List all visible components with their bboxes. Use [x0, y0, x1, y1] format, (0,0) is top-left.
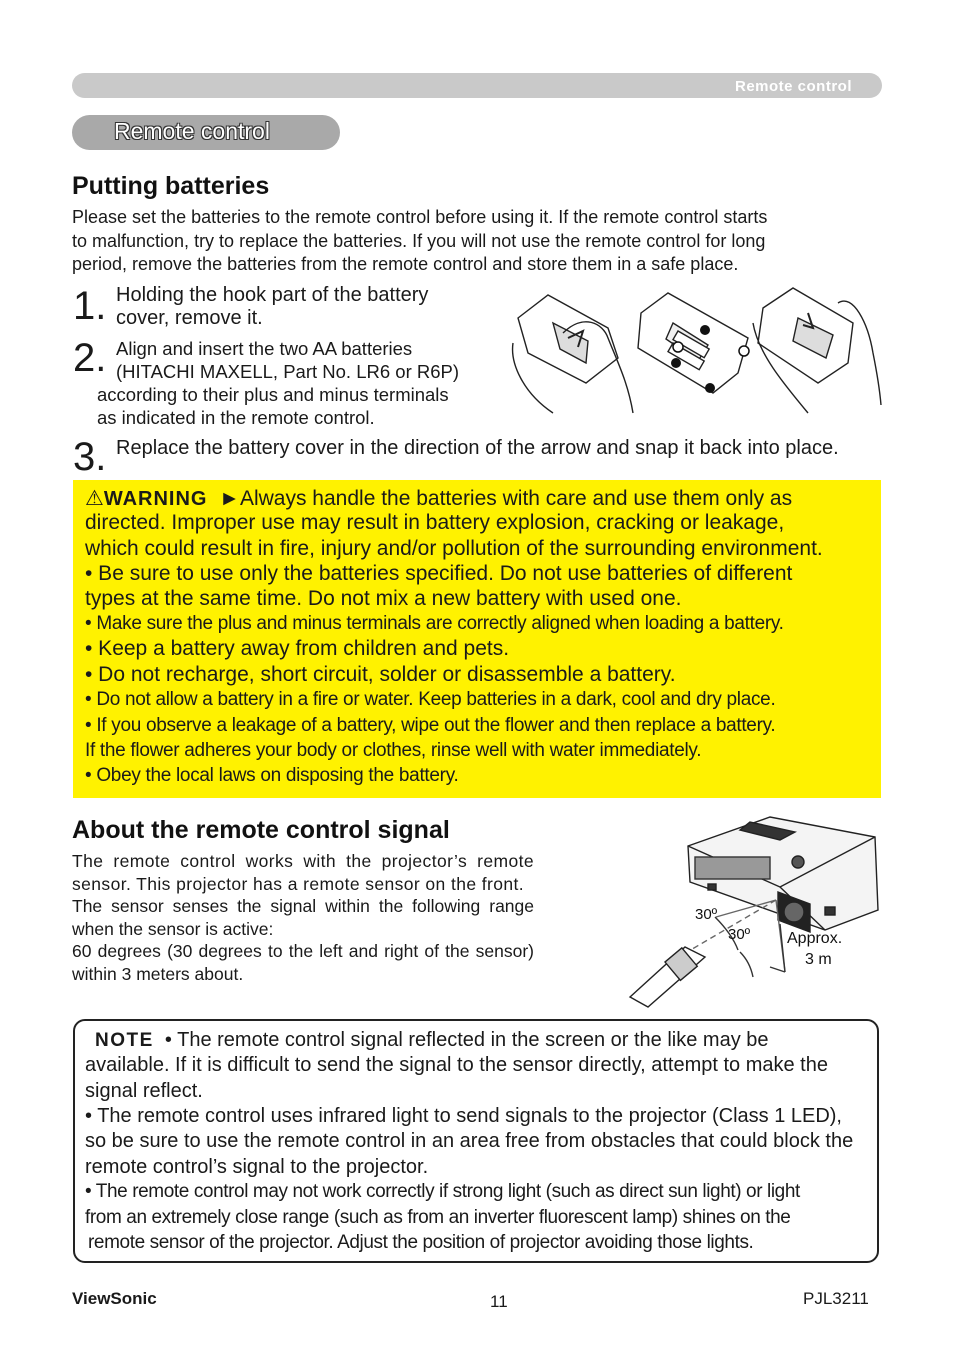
battery-illustration — [508, 283, 883, 415]
note-line: from an extremely close range (such as from an inverter fluorescent lamp) shines on the — [85, 1207, 791, 1228]
warning-line: • Be sure to use only the batteries specified. Do not use batteries of different — [85, 562, 793, 585]
step-1-text — [116, 284, 496, 330]
warning-line: ►Always handle the batteries with care and use them only as — [219, 487, 793, 510]
warning-line: If the flower adheres your body or clothes, rinse well with water immediately. — [85, 740, 702, 761]
warning-line: which could result in fire, injury and/or pollution of the surrounding environment. — [85, 537, 823, 560]
step-3-text: Replace the battery cover in the direction of the arrow and snap it back into place. — [116, 437, 839, 459]
note-line: • The remote control may not work correctly if strong light (such as direct sun light) or light — [85, 1181, 800, 1202]
signal-paragraph: The remote control works with the projector’s remote sensor. This projector has a remote sensor on the front. — [72, 851, 534, 894]
warning-icon: ⚠ — [85, 487, 104, 510]
intro-line: Please set the batteries to the remote control before using it. If the remote control starts — [72, 207, 768, 227]
signal-paragraph: The sensor senses the signal within the following range when the sensor is active: — [72, 896, 534, 939]
step-line: as indicated in the remote control. — [97, 407, 375, 428]
warning-label: WARNING — [103, 488, 208, 510]
footer-brand: ViewSonic — [72, 1289, 157, 1308]
step-2-text-b — [97, 383, 497, 429]
warning-line: • Do not recharge, short circuit, solder or disassemble a battery. — [85, 663, 676, 686]
warning-line: • Make sure the plus and minus terminals are correctly aligned when loading a battery. — [85, 613, 784, 634]
note-line: • The remote control uses infrared light to send signals to the projector (Class 1 LED), — [85, 1105, 842, 1127]
signal-paragraph: 60 degrees (30 degrees to the left and right of the sensor) within 3 meters about. — [72, 941, 534, 984]
note-line: • The remote control signal reflected in the screen or the like may be — [164, 1029, 769, 1051]
step-line: cover, remove it. — [116, 307, 263, 329]
note-label: NOTE — [95, 1030, 154, 1051]
warning-box — [73, 480, 881, 798]
angle-left-label: 30º — [695, 906, 718, 923]
step-2-text-a — [116, 337, 506, 383]
warning-first-line — [85, 486, 792, 511]
warning-line: types at the same time. Do not mix a new battery with used one. — [85, 587, 682, 610]
note-line: remote sensor of the projector. Adjust the position of projector avoiding those lights. — [88, 1232, 754, 1253]
note-box — [73, 1019, 879, 1263]
warning-line: • If you observe a leakage of a battery, wipe out the flower and then replace a battery. — [85, 715, 776, 736]
note-line: so be sure to use the remote control in an area free from obstacles that could block the — [85, 1130, 854, 1152]
step-line: Holding the hook part of the battery — [116, 284, 429, 306]
batteries-intro — [72, 206, 872, 277]
header-label: Remote control — [734, 78, 852, 95]
step-number-2: 2. — [73, 336, 107, 380]
note-line: signal reflect. — [85, 1080, 203, 1102]
step-line: according to their plus and minus terminals — [97, 384, 449, 405]
note-first-line — [95, 1029, 769, 1052]
signal-text — [72, 850, 534, 985]
section-title: Remote control — [114, 118, 270, 144]
step-line: Align and insert the two AA batteries — [116, 338, 413, 359]
warning-line: directed. Improper use may result in battery explosion, cracking or leakage, — [85, 511, 785, 534]
signal-heading: About the remote control signal — [72, 816, 450, 844]
warning-line: • Keep a battery away from children and pets. — [85, 637, 510, 660]
intro-line: to malfunction, try to replace the batteries. If you will not use the remote control for long — [72, 230, 766, 251]
note-line: remote control’s signal to the projector. — [85, 1156, 429, 1178]
step-line: (HITACHI MAXELL, Part No. LR6 or R6P) — [116, 361, 460, 382]
footer-page-number: 11 — [490, 1292, 508, 1311]
note-line: available. If it is difficult to send the signal to the sensor directly, attempt to make the — [85, 1054, 828, 1076]
projector-figure — [620, 812, 885, 1010]
distance-label-2: 3 m — [805, 951, 832, 968]
footer-model: PJL3211 — [803, 1289, 869, 1308]
intro-line: period, remove the batteries from the remote control and store them in a safe place. — [72, 254, 739, 274]
section-title-pill — [72, 115, 340, 150]
warning-line: • Obey the local laws on disposing the battery. — [85, 765, 459, 786]
warning-line: • Do not allow a battery in a fire or water. Keep batteries in a dark, cool and dry place. — [85, 689, 776, 710]
header-bar — [72, 73, 882, 98]
step-number-3: 3. — [73, 435, 107, 479]
batteries-heading: Putting batteries — [72, 172, 270, 200]
angle-right-label: 30º — [728, 926, 751, 943]
step-number-1: 1. — [73, 284, 107, 328]
distance-label-1: Approx. — [787, 930, 843, 947]
